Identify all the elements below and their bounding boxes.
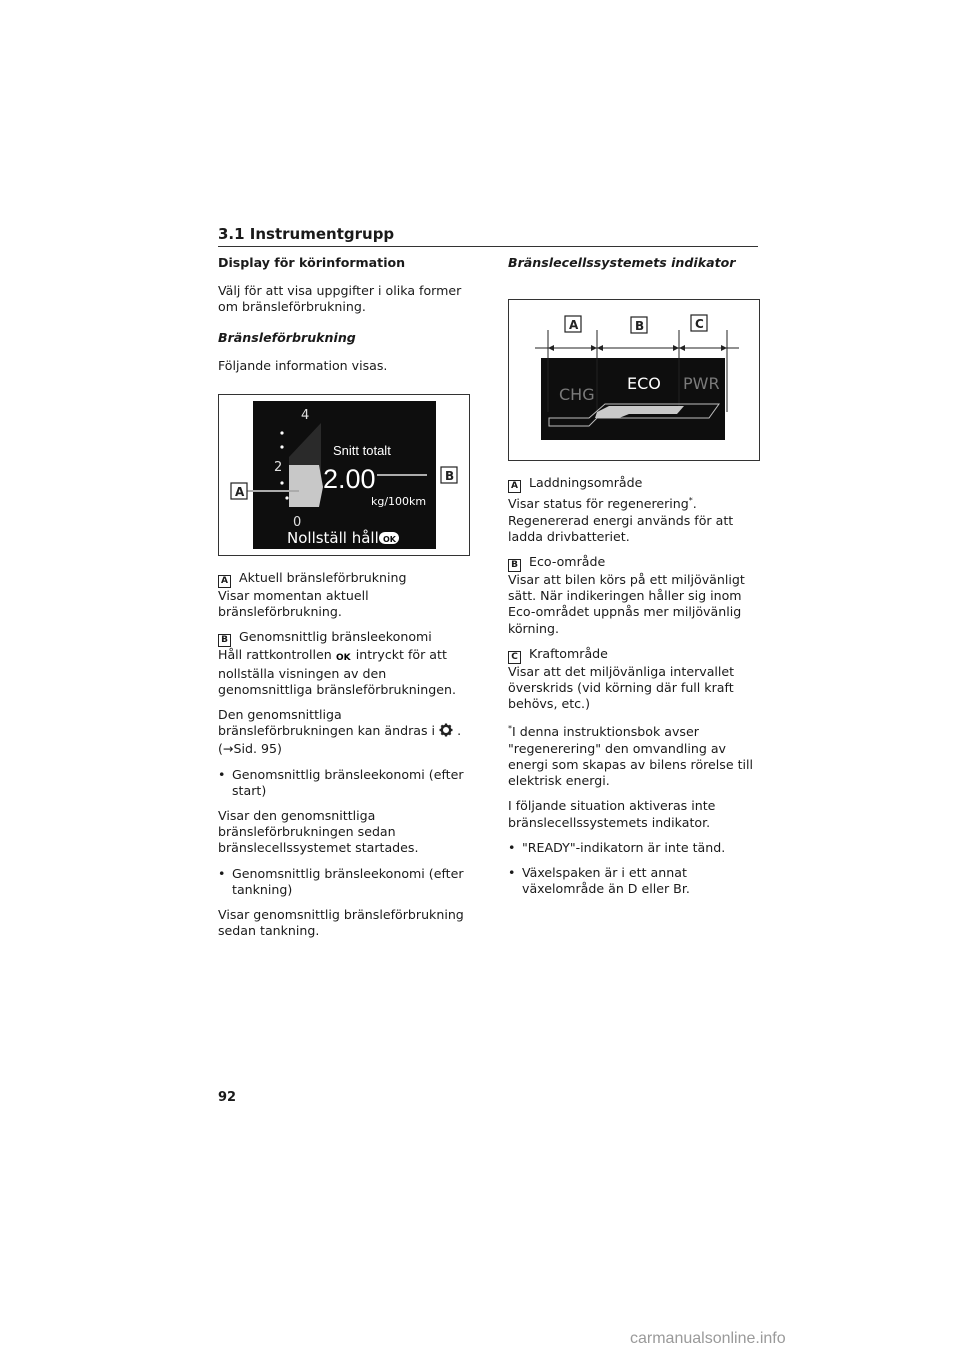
area-a [508,475,760,545]
item-b-desc-post: intryckt för att nollställa visningen av den genomsnittliga bränsleförbrukningen. [218,647,456,697]
area-b-title: Eco-område [529,554,606,569]
section-header [218,224,758,247]
item-b-desc-pre: Håll rattkontrollen [218,647,332,663]
change-pre: Den genomsnittliga bränsleförbrukningen kan ändras i [218,707,436,739]
ok-icon-text: OK [335,653,351,662]
scale-dot [280,431,283,434]
area-b-desc: Visar att bilen körs på ett miljövänligt sätt. När indikeringen håller sig inom Eco-området uppnås mer miljövänlig körning. [508,572,745,636]
item-a-badge: A [218,575,231,588]
callout-b-letter: B [635,319,645,334]
ok-badge-text: OK [383,535,396,545]
bullet-after-refuel [218,866,470,898]
area-c-title: Kraftområde [529,645,608,661]
fuel-cell-indicator-figure [508,299,760,461]
left-intro: Välj för att visa uppgifter i olika former om bränsleförbrukning. [218,283,462,315]
right-column [508,255,760,906]
item-b-title: Genomsnittlig bränsleekonomi [239,629,432,645]
bullet-dot: • [218,766,226,782]
left-subheading: Bränsleförbrukning [218,329,356,345]
avg-label: Snitt totalt [333,443,391,459]
left-heading: Display för körinformation [218,255,406,270]
scale-dot [280,481,283,484]
footnote [508,721,760,789]
item-a-desc: Visar momentan aktuell bränsleförbrukning. [218,588,369,620]
area-c-badge: C [508,651,521,664]
area-c-desc: Visar att det miljövänliga intervallet överskrids (vid körning där full kraft behövs, etc.) [508,663,735,712]
avg-unit: kg/100km [371,495,427,509]
ok-button-icon [336,649,352,665]
bullet-dot: • [218,865,226,881]
situation: I följande situation aktiveras inte bränslecellssystemets indikator. [508,798,716,830]
item-b [218,629,470,698]
area-b-badge: B [508,559,521,572]
area-a-badge: A [508,480,521,493]
scale-dot [285,496,288,499]
change-paragraph [218,707,470,758]
scale-label-bottom: 0 [293,515,302,531]
bullet-gear [508,865,760,897]
bullet-dot: • [508,865,516,881]
bullet-text: "READY"-indikatorn är inte tänd. [522,839,726,855]
bullet2-desc: Visar genomsnittlig bränsleförbrukning sedan tankning. [218,907,464,939]
change-post: . [457,723,462,739]
scale-dot [280,445,283,448]
gauge-fill [289,465,323,507]
bullet-text: Växelspaken är i ett annat växelområde än D eller Br. [522,865,690,897]
change-ref: (→Sid. 95) [218,741,282,757]
area-a-title: Laddningsområde [529,475,643,491]
area-a-star: * [688,496,693,506]
bullet-dot: • [508,839,516,855]
footnote-text: I denna instruktionsbok avser "regenerering" den omvandling av energi som skapas av bilens rörelse till elektrisk energi. [508,724,754,789]
reset-text: Nollställ håll [287,529,379,548]
item-a-title: Aktuell bränsleförbrukning [239,570,407,586]
callout-a-letter: A [235,485,245,500]
section-title: 3.1 Instrumentgrupp [218,225,395,243]
item-a [218,570,470,620]
callout-b-letter: B [445,469,455,484]
page-number: 92 [218,1090,237,1105]
bullet-text: Genomsnittlig bränsleekonomi (efter start) [232,766,464,798]
area-a-desc2: . Regenererad energi används för att ladda drivbatteriet. [508,496,734,544]
item-b-badge: B [218,634,231,647]
area-b [508,554,760,637]
left-column [218,255,470,948]
bullet-after-start [218,767,470,799]
scale-label-top: 4 [301,408,310,424]
bullet1-desc: Visar den genomsnittliga bränsleförbrukningen sedan bränslecellssystemet startades. [218,808,419,856]
callout-c-letter: C [695,317,704,332]
avg-value: 2.00 [323,464,376,495]
gear-icon [439,723,453,741]
chg-label: CHG [559,385,595,405]
pwr-label: PWR [683,374,720,394]
scale-label-mid: 2 [274,460,283,476]
area-c [508,646,760,713]
eco-label: ECO [627,374,661,394]
right-heading: Bränslecellssystemets indikator [508,255,736,270]
callout-a-letter: A [569,318,579,333]
indicator-illustration [509,300,759,460]
left-shows: Följande information visas. [218,357,388,373]
bullet-text: Genomsnittlig bränsleekonomi (efter tankning) [232,865,464,897]
area-a-desc1: Visar status för regenerering [508,496,689,512]
bullet-ready [508,840,760,856]
fuel-display-illustration [219,395,469,555]
footnote-star: * [508,724,512,734]
watermark: carmanualsonline.info [630,1330,786,1347]
fuel-consumption-figure [218,394,470,556]
